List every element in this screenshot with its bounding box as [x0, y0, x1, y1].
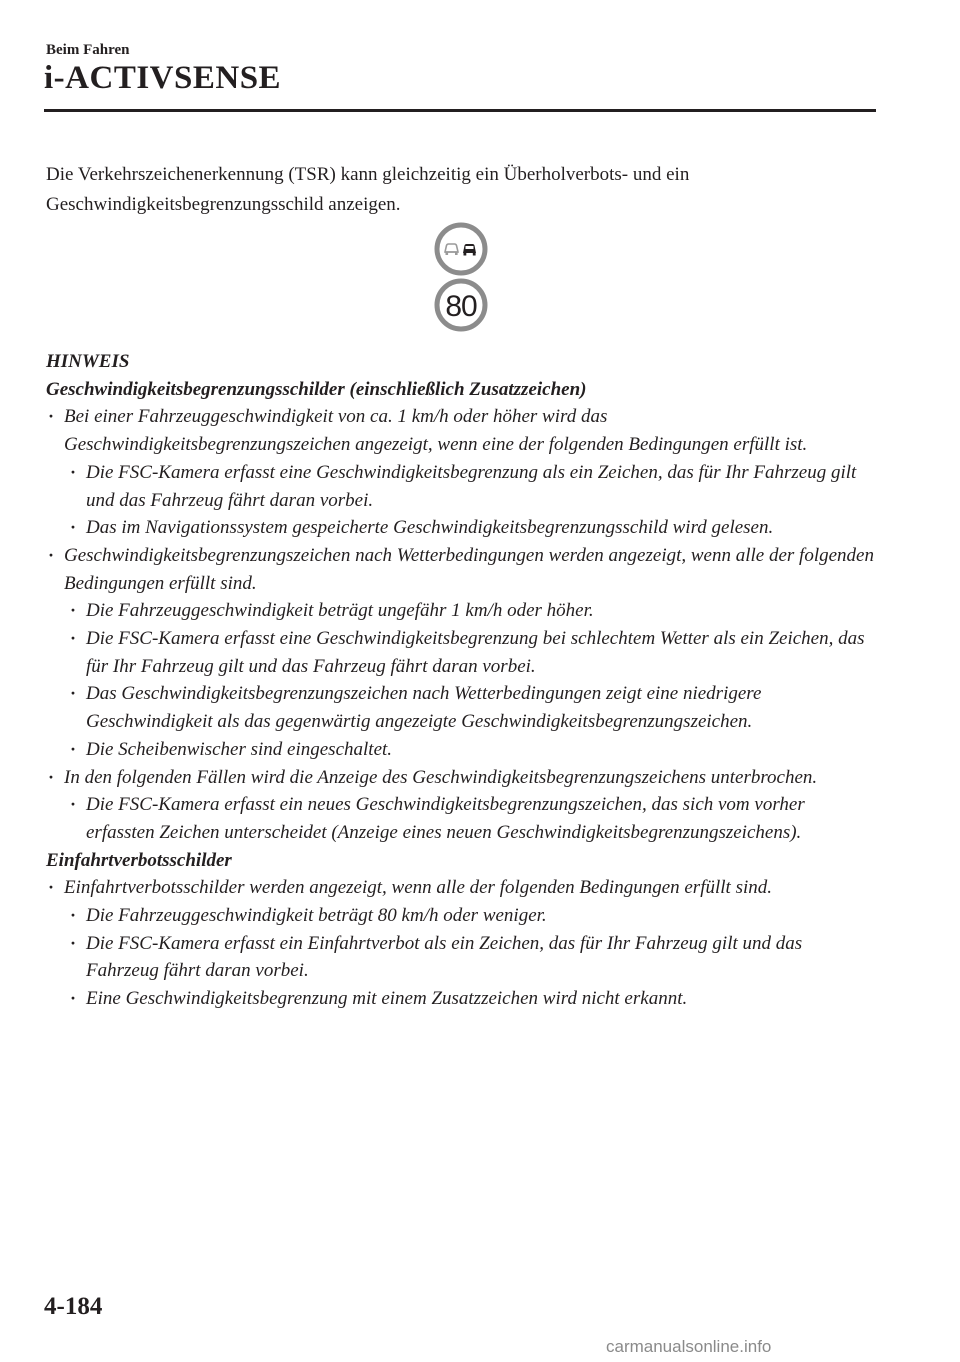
intro-line-1: Die Verkehrszeichenerkennung (TSR) kann gleichzeitig ein Überholverbots- und ein [46, 164, 690, 185]
list-item: · Geschwindigkeitsbegrenzungszeichen nach Wetterbedingungen werden angezeigt, wenn alle der folgenden Bedingungen erfüllt sind. [46, 542, 876, 597]
list-item: · Eine Geschwindigkeitsbegrenzung mit einem Zusatzzeichen wird nicht erkannt. [46, 985, 876, 1013]
no-overtaking-sign-icon [434, 222, 488, 276]
intro-paragraph [46, 160, 876, 220]
bullet-icon: · [48, 406, 55, 427]
list-item: · Das Geschwindigkeitsbegrenzungszeichen nach Wetterbedingungen zeigt eine niedrigere Geschwindigkeit als das gegenwärtig angezeigte Geschwindigkeitsbegrenzungszeichen. [46, 680, 876, 735]
intro-line-2: Geschwindigkeitsbegrenzungsschild anzeigen. [46, 194, 401, 215]
list-item: · Die FSC-Kamera erfasst eine Geschwindigkeitsbegrenzung als ein Zeichen, das für Ihr Fahrzeug gilt und das Fahrzeug fährt daran vorbei. [46, 459, 876, 514]
bullet-icon: · [70, 683, 77, 704]
section-title-no-entry: Einfahrtverbotsschilder [46, 849, 232, 871]
bullet-icon: · [70, 932, 77, 953]
bullet-icon: · [70, 628, 77, 649]
page-title: i-ACTIVSENSE [44, 60, 282, 96]
bullet-icon: · [70, 988, 77, 1009]
speed-limit-sign-icon [434, 278, 488, 332]
bullet-icon: · [70, 517, 77, 538]
header-rule [44, 109, 876, 112]
bullet-icon: · [48, 544, 55, 565]
list-item: · Die Fahrzeuggeschwindigkeit beträgt ungefähr 1 km/h oder höher. [46, 597, 876, 625]
watermark: carmanualsonline.info [606, 1337, 772, 1356]
list-item: · Einfahrtverbotsschilder werden angezeigt, wenn alle der folgenden Bedingungen erfüllt sind. [46, 874, 876, 902]
list-item: · Die Fahrzeuggeschwindigkeit beträgt 80 km/h oder weniger. [46, 902, 876, 930]
list-item: · Die FSC-Kamera erfasst ein neues Geschwindigkeitsbegrenzungszeichen, das sich vom vorher erfassten Zeichen unterscheidet (Anzeige eines neuen Geschwindigkeitsbegrenzungszeichens). [46, 791, 876, 846]
page-number: 4-184 [44, 1293, 103, 1320]
bullet-icon: · [70, 461, 77, 482]
sign-illustration [434, 222, 488, 332]
list-item: · Die FSC-Kamera erfasst ein Einfahrtverbot als ein Zeichen, das für Ihr Fahrzeug gilt und das Fahrzeug fährt daran vorbei. [46, 930, 876, 985]
note-box [46, 348, 876, 1013]
note-label: HINWEIS [46, 351, 130, 372]
speed-limit-value: 80 [445, 290, 477, 323]
bullet-icon: · [48, 766, 55, 787]
list-item: · Die FSC-Kamera erfasst eine Geschwindigkeitsbegrenzung bei schlechtem Wetter als ein Zeichen, das für Ihr Fahrzeug gilt und das Fahrzeug fährt daran vorbei. [46, 625, 876, 680]
bullet-icon: · [48, 877, 55, 898]
bullet-icon: · [70, 738, 77, 759]
list-item: · Die Scheibenwischer sind eingeschaltet. [46, 736, 876, 764]
list-item: · In den folgenden Fällen wird die Anzeige des Geschwindigkeitsbegrenzungszeichens unterbrochen. [46, 764, 876, 792]
list-item: · Bei einer Fahrzeuggeschwindigkeit von ca. 1 km/h oder höher wird das Geschwindigkeitsbegrenzungszeichen angezeigt, wenn eine der folgenden Bedingungen erfüllt ist. [46, 403, 876, 458]
bullet-icon: · [70, 600, 77, 621]
list-item: · Das im Navigationssystem gespeicherte Geschwindigkeitsbegrenzungsschild wird gelesen. [46, 514, 876, 542]
header-section-label: Beim Fahren [46, 42, 130, 58]
section-title-speed-limit: Geschwindigkeitsbegrenzungsschilder (einschließlich Zusatzzeichen) [46, 378, 587, 400]
bullet-icon: · [70, 905, 77, 926]
bullet-icon: · [70, 794, 77, 815]
